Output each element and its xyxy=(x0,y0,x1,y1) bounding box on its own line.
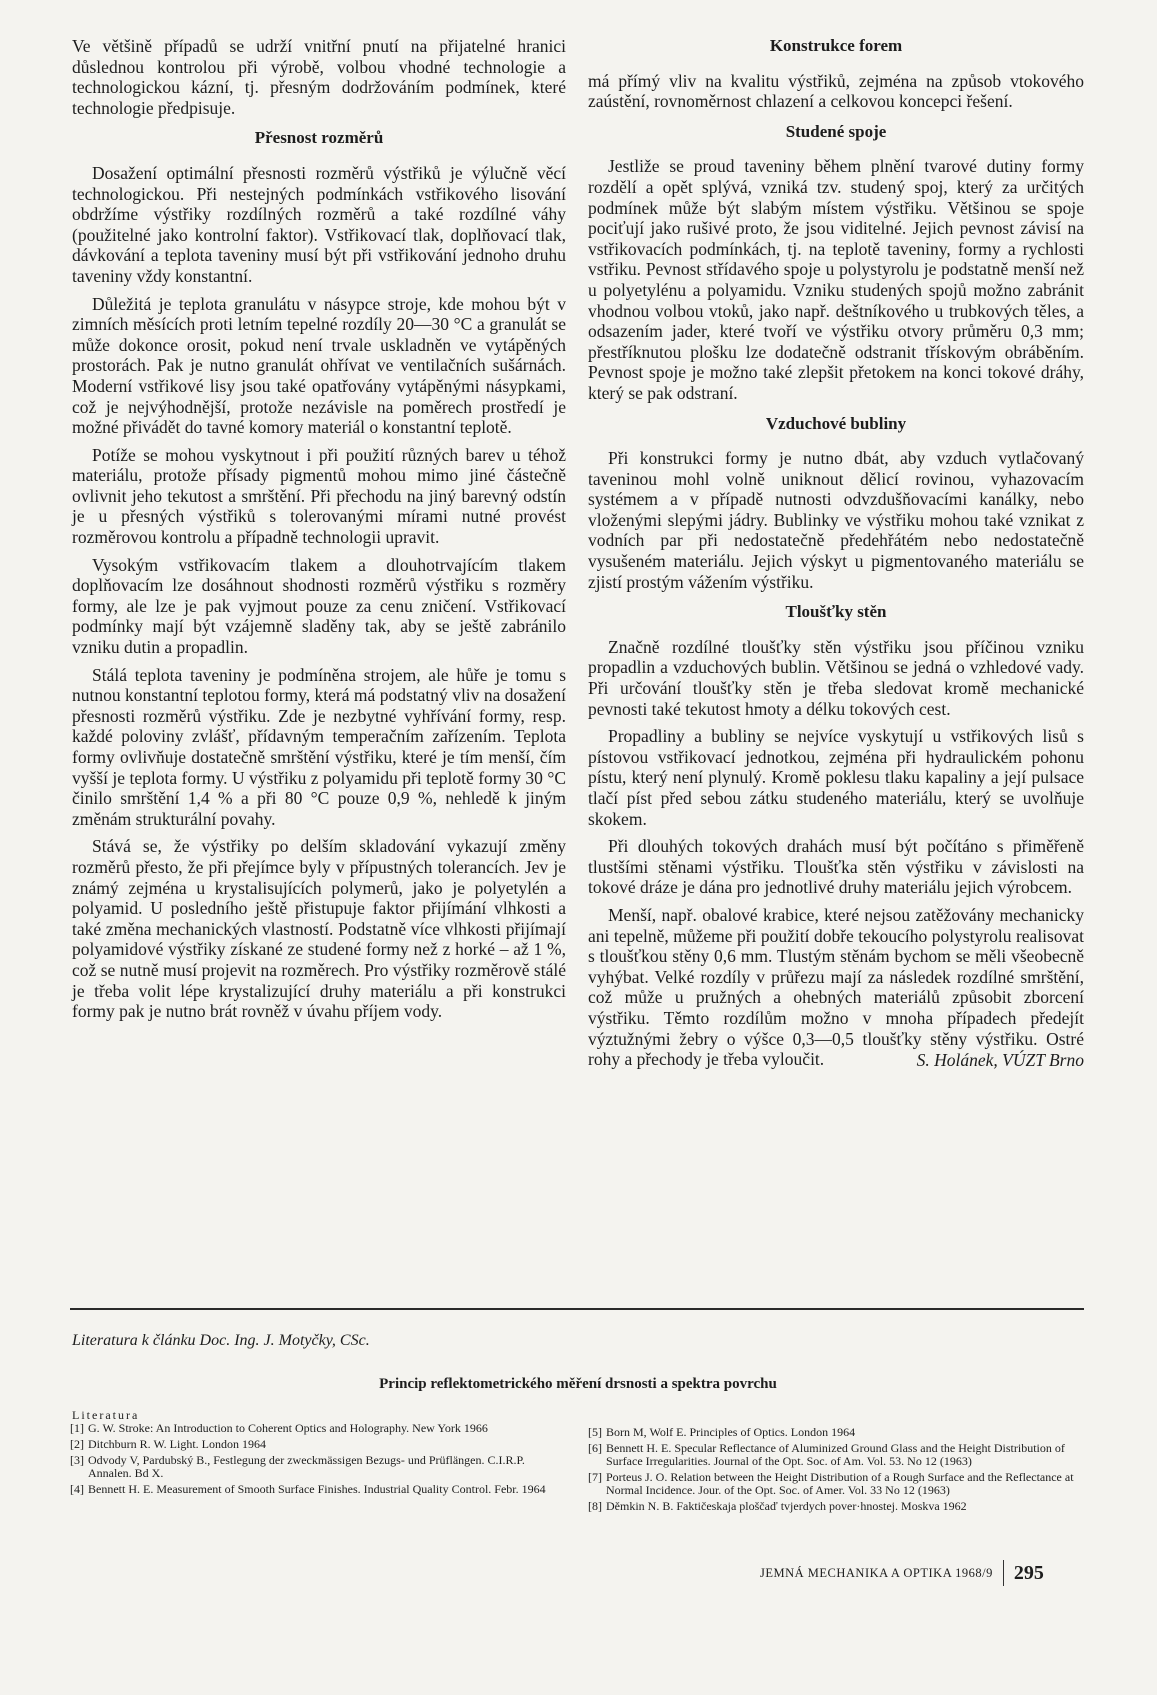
reference-item xyxy=(588,1471,1088,1497)
reference-text: Bennett H. E. Measurement of Smooth Surface Finishes. Industrial Quality Control. Febr. 1964 xyxy=(88,1482,546,1496)
reference-item xyxy=(588,1500,1088,1513)
journal-name: JEMNÁ MECHANIKA A OPTIKA 1968/9 xyxy=(760,1565,993,1580)
paragraph: Jestliže se proud taveniny během plnění tvarové dutiny formy rozdělí a opět splývá, vzniká tzv. studený spoj, který za určitých podmínek může být slabým místem výstřiku. Většinou se spoje pociťují jako rušivé proto, že jsou viditelné. Jejich pevnost závisí na vstřikovacích podmínkách, tj. na teplotě taveniny, formy a rychlosti vstřiku. Pevnost střídavého spoje u polystyrolu je podstatně menší než u polyetylénu a polyamidu. Vzniku studených spojů možno zabránit vhodnou volbou vtoků, jako např. deštníkového u trubkových těles, a odsazením jader, které tvoří ve výstřiku otvory průměru 0,3 mm; přestříknutou plošku lze dodatečně odstranit třískovým obráběním. Pevnost spoje je možno také zlepšit přetokem na konci tokové dráhy, který se pak odstraní. xyxy=(588,156,1084,403)
reference-text: Ditchburn R. W. Light. London 1964 xyxy=(88,1437,266,1451)
paragraph: Stává se, že výstřiky po delším skladování vykazují změny rozměrů přesto, že při přejímce byly v přípustných tolerancích. Jev je známý zejména u krystalisujících polymerů, jako je polyetylén a polyamid. U posledního ještě přistupuje faktor přijímání vlhkosti a také změna mechanických vlastností. Podstatně více vlhkosti přijímají polyamidové výstřiky získané ze studené formy než z horké – až 1 %, což se nutně musí projevit na rozměrech. Pro výstřiky rozměrově stálé je třeba volit lépe krystalizující druhy materiálu a při konstrukci formy pak je nutno brát rovněž v úvahu příjem vody. xyxy=(72,836,566,1022)
page-footer xyxy=(760,1560,1044,1586)
section-heading: Vzduchové bubliny xyxy=(765,413,907,433)
paragraph: Potíže se mohou vyskytnout i při použití různých barev u téhož materiálu, protože přísady pigmentů mohou mimo jiné částečně ovlivnit jeho tekutost a smrštění. Při přechodu na jiný barevný odstín je u přesných výstřiků s tolerovanými mírami nutné provést rozměrovou kontrolu a případně technologii upravit. xyxy=(72,444,566,548)
reference-number: [8] xyxy=(588,1499,602,1513)
references-left xyxy=(70,1422,564,1499)
paragraph: Ve většině případů se udrží vnitřní pnutí na přijatelné hranici důslednou kontrolou při výrobě, volbou vhodné technologie a technologickou kázní, tj. přesným dodržováním podmínek, které technologie předpisuje. xyxy=(72,36,566,118)
reference-item xyxy=(588,1426,1088,1439)
reference-number: [3] xyxy=(70,1453,84,1467)
paragraph: Stálá teplota taveniny je podmíněna strojem, ale hůře je tomu s nutnou konstantní teplotou formy, která má podstatný vliv na dosažení přesnosti rozměrů výstřiku. Zde je nezbytné vyhřívání formy, resp. každé poloviny zvlášť, přídavným temperačním zařízením. Teplota formy ovlivňuje dostatečně smrštění výstřiku, které je tím menší, čím vyšší je teplota formy. U výstřiku z polyamidu při teplotě formy 30 °C činilo smrštění 1,4 % a při 80 °C pouze 0,9 %, nehledě k jiným změnám strukturální povahy. xyxy=(72,664,566,829)
reference-number: [5] xyxy=(588,1425,602,1439)
reference-number: [2] xyxy=(70,1437,84,1451)
reference-text: Born M, Wolf E. Principles of Optics. London 1964 xyxy=(606,1425,856,1439)
reference-text: Děmkin N. B. Faktičeskaja ploščaď tvjerdych pover·hnostej. Moskva 1962 xyxy=(606,1499,967,1513)
reference-item xyxy=(70,1422,564,1435)
left-column xyxy=(72,36,566,1029)
paragraph: Důležitá je teplota granulátu v násypce stroje, kde mohou být v zimních měsících proti letním tepelné rozdíly 20—30 °C a granulát se může dokonce orosit, pokud není trvale uskladněn ve vytápěných prostorách. Pak je nutno granulát ohřívat ve ventilačních sušárnách. Moderní vstřikové lisy jsou také opatřovány vytápěnými násypkami, což je nejvýhodnější, protože nezávisle na poměrech prostředí je možné přivádět do tavné komory materiál o konstantní teplotě. xyxy=(72,293,566,438)
reference-number: [6] xyxy=(588,1441,602,1455)
paragraph: Menší, např. obalové krabice, které nejsou zatěžovány mechanicky ani tepelně, můžeme při použití dobře tekoucího polystyrolu realisovat s tloušťkou stěny 0,6 mm. Tlustým stěnám bychom se měli všeobecně vyhýbat. Velké rozdíly v průřezu mají za následek rozdílné smrštění, což může u pružných a ohebných materiálů způsobit zborcení výstřiku. Těmto rozdílům možno v mnoha případech předejít výztužnými žebry o výšce 0,3—0,5 tloušťky stěny výstřiku. Ostré rohy a přechody je třeba vyloučit. xyxy=(588,904,1084,1070)
reference-text: Odvody V, Pardubský B., Festlegung der zweckmässigen Bezugs- und Prüflängen. C.I.R.P. Annalen. Bd X. xyxy=(88,1453,525,1480)
reference-number: [4] xyxy=(70,1482,84,1496)
page-number: 295 xyxy=(1013,1561,1044,1584)
reference-item xyxy=(588,1442,1088,1468)
figure-title: Princip reflektometrického měření drsnosti a spektra povrchu xyxy=(379,1376,777,1392)
reference-number: [1] xyxy=(70,1421,84,1435)
references-right xyxy=(588,1426,1088,1516)
references-heading: Literatura xyxy=(72,1408,140,1422)
section-heading: Tloušťky stěn xyxy=(785,602,887,622)
reference-number: [7] xyxy=(588,1470,602,1484)
reference-text: Porteus J. O. Relation between the Height Distribution of a Rough Surface and the Reflectance at Normal Incidence. Jour. of the Opt. Soc. of Amer. Vol. 33 No 12 (1963) xyxy=(606,1470,1074,1497)
literature-title: Literatura k článku Doc. Ing. J. Motyčky, CSc. xyxy=(72,1332,370,1349)
right-column xyxy=(588,36,1084,1070)
section-divider xyxy=(70,1308,1084,1310)
author-signature: S. Holánek, VÚZT Brno xyxy=(916,1049,1084,1070)
reference-item xyxy=(70,1438,564,1451)
paragraph: Propadliny a bubliny se nejvíce vyskytují u vstřikových lisů s pístovou vstřikovací jednotkou, zejména při hydraulickém pohonu pístu, který není plynulý. Kromě poklesu tlaku kapaliny a její pulsace tlačí píst před sebou zátku studeného materiálu, který se uvolňuje skokem. xyxy=(588,726,1084,829)
paragraph: má přímý vliv na kvalitu výstřiků, zejména na způsob vtokového zaústění, rovnoměrnost chlazení a celkovou koncepci řešení. xyxy=(588,70,1084,112)
reference-item xyxy=(70,1483,564,1496)
section-heading: Konstrukce forem xyxy=(769,36,903,55)
paragraph: Dosažení optimální přesnosti rozměrů výstřiků je výlučně věcí technologickou. Při nestejných podmínkách vstřikového lisování obdržíme výstřiky rozdílných rozměrů a také rozdílné váhy (použitelné jako kontrolní faktor). Vstřikovací tlak, doplňovací tlak, dávkování a teplota taveniny musí být při vstřikování jednoho druhu taveniny vždy konstantní. xyxy=(72,162,566,286)
paragraph: Při dlouhých tokových drahách musí být počítáno s přiměřeně tlustšími stěnami výstřiku. Tloušťka stěn výstřiku v závislosti na tokové dráze je dána pro jednotlivé druhy materiálu jejich výrobcem. xyxy=(588,836,1084,898)
section-heading: Přesnost rozměrů xyxy=(254,128,384,148)
reference-text: G. W. Stroke: An Introduction to Coherent Optics and Holography. New York 1966 xyxy=(88,1421,488,1435)
reference-item xyxy=(70,1454,564,1480)
section-heading: Studené spoje xyxy=(785,121,887,141)
paragraph: Značně rozdílné tloušťky stěn výstřiku jsou příčinou vzniku propadlin a vzduchových bublin. Většinou se jedná o vzhledové vady. Při určování tloušťky stěn je třeba sledovat kromě mechanické pevnosti také tekutost hmoty a délku tokových cest. xyxy=(588,636,1084,719)
paragraph: Při konstrukci formy je nutno dbát, aby vzduch vytlačovaný taveninou mohl volně uniknout dělicí rovinou, vyhazovacím systémem a v případě nutnosti odvzdušňovacími kanálky, nebo vloženými slepými jádry. Bublinky ve výstřiku mohou také vznikat z vodních par při nedostatečně předehřátém nebo nedostatečně vysušeném materiálu. Jejich výskyt u pigmentovaného materiálu se zjistí prostým vážením výstřiku. xyxy=(588,448,1084,592)
reference-text: Bennett H. E. Specular Reflectance of Aluminized Ground Glass and the Height Distribution of Surface Irregularities. Journal of the Opt. Soc. of Am. Vol. 53. No 12 (1963) xyxy=(606,1441,1065,1468)
paragraph: Vysokým vstřikovacím tlakem a dlouhotrvajícím tlakem doplňovacím lze dosáhnout shodnosti rozměrů výstřiku s rozměry formy, ale lze je pak vyjmout pouze za cenu zničení. Vstřikovací podmínky mají být vzájemně sladěny tak, aby se ještě zabránilo vzniku dutin a propadlin. xyxy=(72,554,566,658)
